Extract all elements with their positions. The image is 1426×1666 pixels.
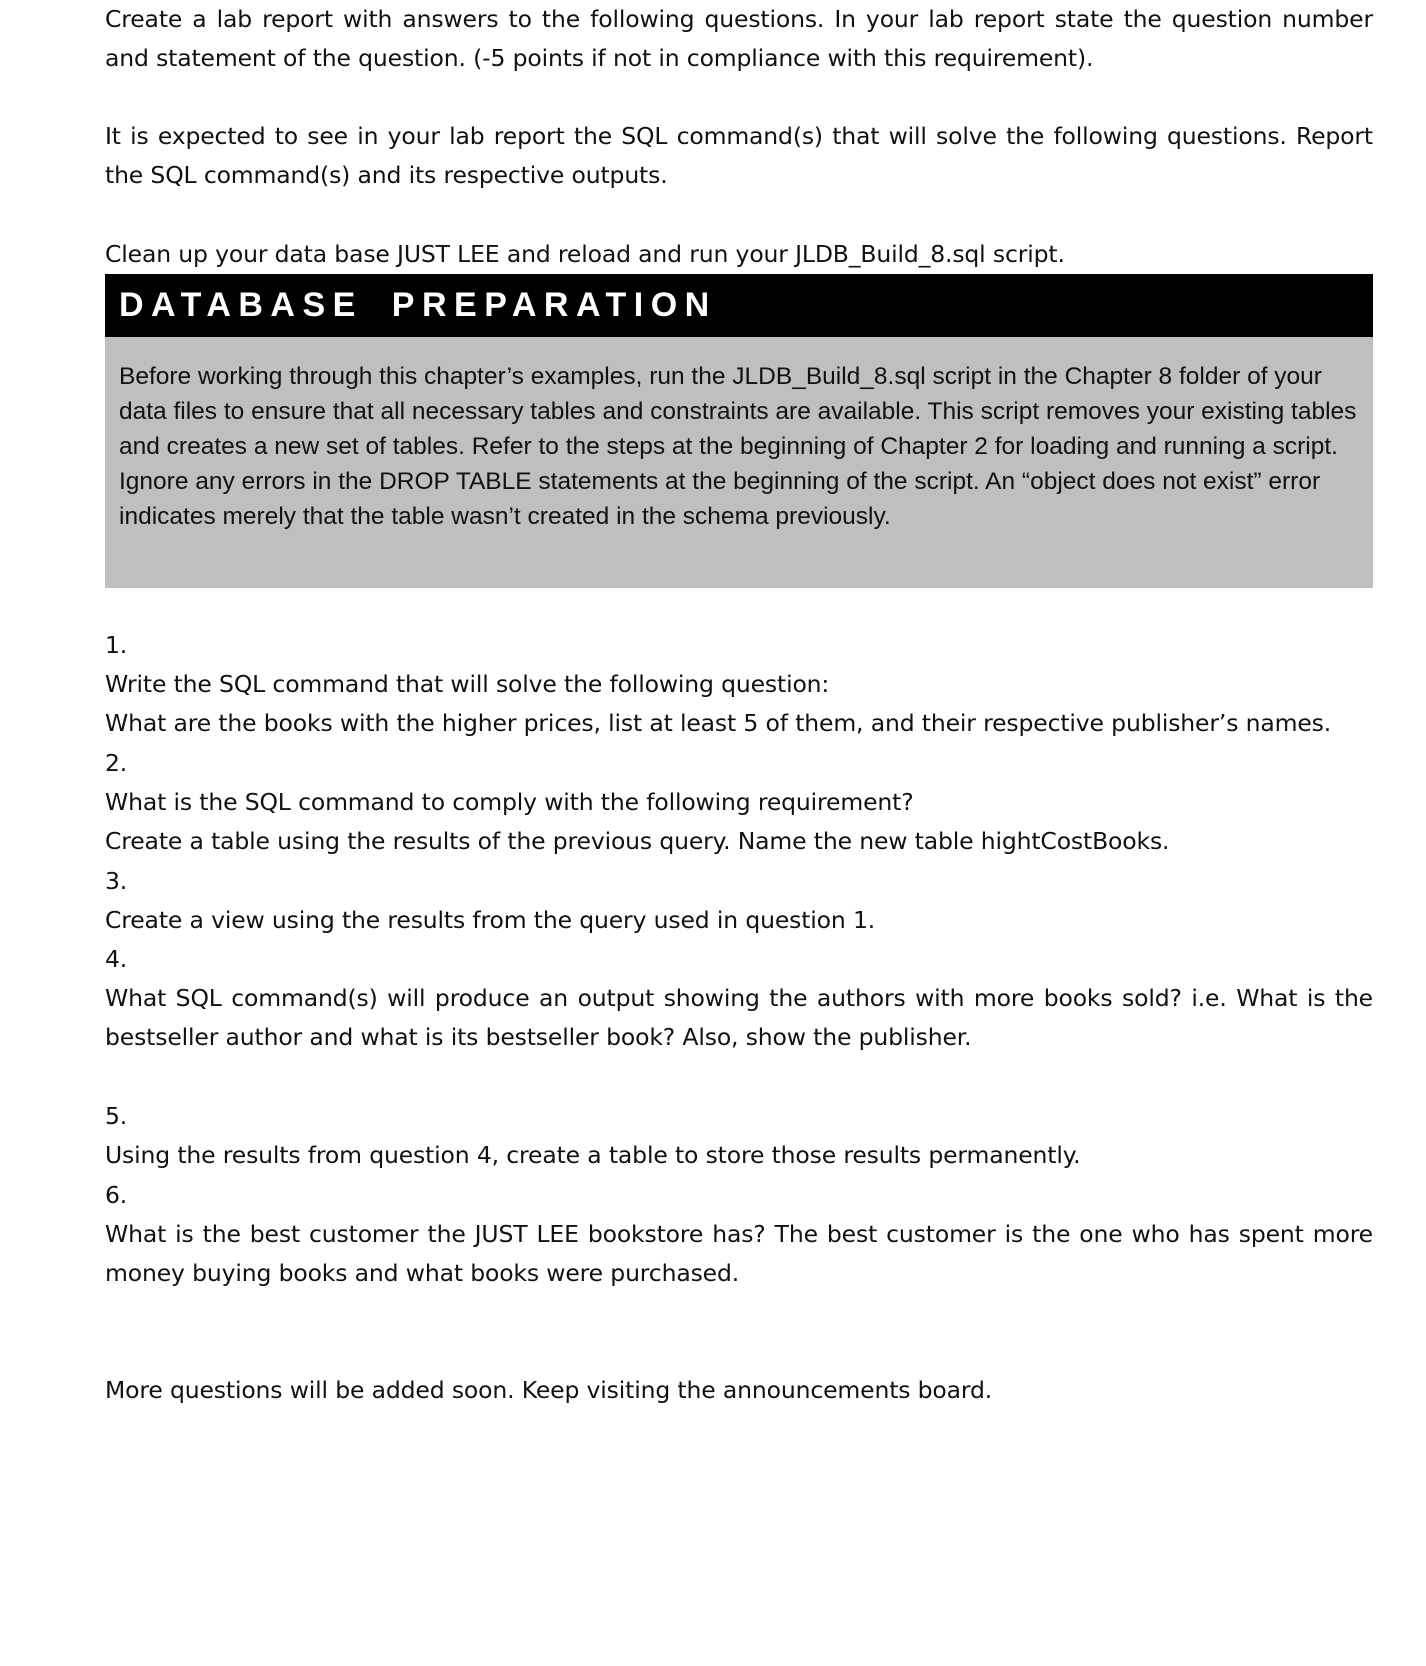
database-preparation-text: Before working through this chapter’s examples, run the JLDB_Build_8.sql script in the Chapter 8 folder of your data files to ensure that all necessary tables and constraints are available. This script removes your existing tables and creates a new set of tables. Refer to the steps at the beginning of Chapter 2 for loading and running a script. Ignore any errors in the DROP TABLE statements at the beginning of the script. An “object does not exist” error indicates merely that the table wasn’t created in the schema previously.: [105, 337, 1373, 588]
question-text: Using the results from question 4, create a table to store those results permanently.: [105, 1141, 1081, 1169]
question-text: What is the best customer the JUST LEE bookstore has? The best customer is the one who has spent more money buying books and what books were purchased.: [105, 1220, 1373, 1287]
question-text: What are the books with the higher prices, list at least 5 of them, and their respective publisher’s names.: [105, 709, 1332, 737]
question-number: 6.: [105, 1181, 128, 1209]
question-4: [105, 940, 1373, 1057]
question-text: Write the SQL command that will solve the following question:: [105, 670, 830, 698]
question-2: [105, 744, 1373, 861]
question-number: 4.: [105, 945, 128, 973]
database-preparation-box: [105, 274, 1373, 588]
question-6: [105, 1176, 1373, 1293]
instructions-paragraph-3: Clean up your data base JUST LEE and reload and run your JLDB_Build_8.sql script.: [105, 240, 1065, 268]
question-number: 3.: [105, 867, 128, 895]
question-text: What is the SQL command to comply with the following requirement?: [105, 788, 914, 816]
question-text: Create a table using the results of the previous query. Name the new table hightCostBooks.: [105, 827, 1170, 855]
question-5: [105, 1097, 1373, 1175]
question-number: 1.: [105, 631, 128, 659]
instructions-paragraph-1: Create a lab report with answers to the following questions. In your lab report state the question number and statement of the question. (-5 points if not in compliance with this requirement).: [105, 5, 1373, 72]
database-preparation-title: DATABASE PREPARATION: [105, 274, 1373, 337]
closing-note: More questions will be added soon. Keep visiting the announcements board.: [105, 1376, 993, 1404]
question-text: What SQL command(s) will produce an output showing the authors with more books sold? i.e. What is the bestseller author and what is its bestseller book? Also, show the publisher.: [105, 984, 1373, 1051]
question-3: [105, 862, 1373, 940]
question-1: [105, 626, 1373, 743]
question-number: 2.: [105, 749, 128, 777]
instructions-paragraph-2: It is expected to see in your lab report the SQL command(s) that will solve the following questions. Report the SQL command(s) and its respective outputs.: [105, 122, 1373, 189]
question-number: 5.: [105, 1102, 128, 1130]
question-text: Create a view using the results from the query used in question 1.: [105, 906, 876, 934]
